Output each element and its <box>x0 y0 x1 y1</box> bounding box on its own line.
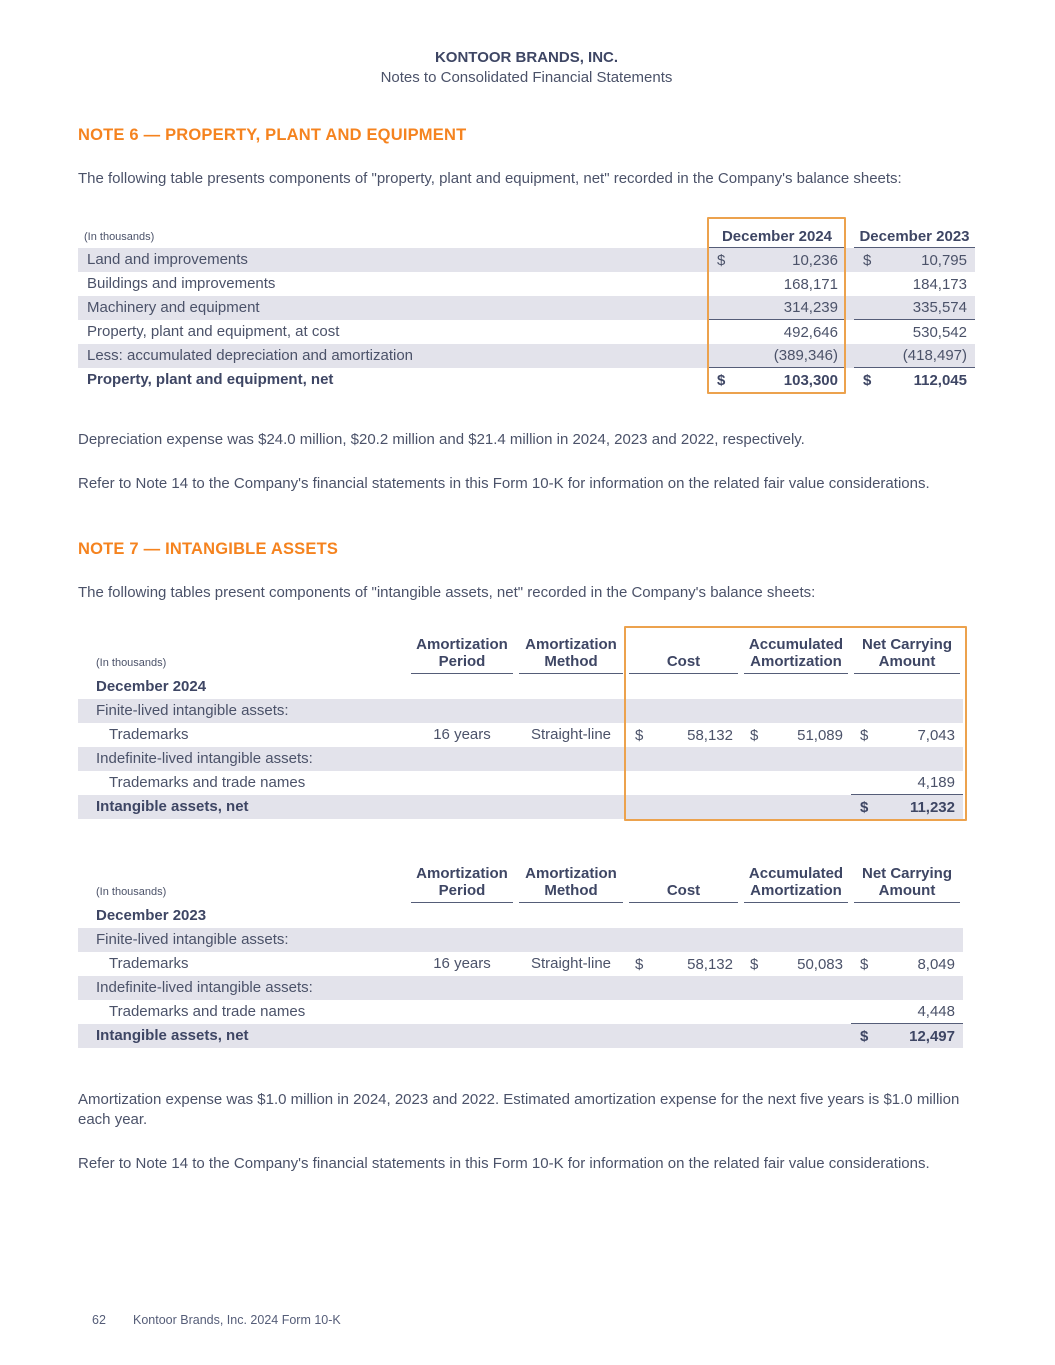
column-header <box>516 630 626 674</box>
column-header-label: Cost <box>629 882 738 903</box>
accumulated-amortization-value <box>741 747 851 771</box>
dollar-sign: $ <box>860 955 869 973</box>
amount: 50,083 <box>797 955 843 973</box>
row-label: Less: accumulated depreciation and amortization <box>87 347 414 364</box>
dollar-sign: $ <box>750 726 759 744</box>
amount: 10,795 <box>921 251 967 269</box>
amount: 58,132 <box>687 955 733 973</box>
amortization-period-value <box>408 747 516 771</box>
note6-paragraph-depreciation: Depreciation expense was $24.0 million, $20.2 million and $21.4 million in 2024, 2023 and 2022, respectively. <box>78 431 805 448</box>
table-row <box>78 296 975 320</box>
net-carrying-amount-value <box>851 747 963 771</box>
dollar-sign: $ <box>717 371 726 389</box>
ppe-table-header <box>78 220 975 248</box>
column-header-label: Amortization Method <box>519 865 623 903</box>
column-header <box>408 859 516 903</box>
intangibles-table-dec2024 <box>78 630 963 819</box>
cost-value <box>626 1024 741 1048</box>
value-dec2023 <box>854 272 975 296</box>
ppe-table <box>78 220 975 392</box>
amortization-method-value <box>516 976 626 1000</box>
dollar-sign: $ <box>860 1027 869 1045</box>
column-header-dec2024 <box>708 228 846 248</box>
accumulated-amortization-value <box>741 1024 851 1048</box>
table-row <box>78 368 975 392</box>
net-carrying-amount-value <box>851 1000 963 1024</box>
column-header <box>851 630 963 674</box>
column-header-dec2023 <box>854 228 975 248</box>
column-header-label: Amortization Period <box>411 636 513 674</box>
amount: 335,574 <box>912 299 967 316</box>
amortization-period-value <box>408 976 516 1000</box>
amount: 184,173 <box>912 275 967 293</box>
cost-value <box>626 723 741 747</box>
document-header <box>78 0 975 87</box>
value-dec2024 <box>708 320 846 344</box>
table-row <box>78 1024 963 1048</box>
dollar-sign: $ <box>863 251 872 269</box>
period-label: December 2024 <box>96 678 207 695</box>
page-number: 62 <box>92 1313 106 1327</box>
amortization-method-value: Straight-line <box>530 726 612 743</box>
amount: 492,646 <box>783 323 838 341</box>
net-carrying-amount-value <box>851 976 963 1000</box>
accumulated-amortization-value <box>741 1000 851 1024</box>
note6-intro: The following table presents components of "property, plant and equipment, net" recorded in the Company's balance sheets: <box>78 170 902 187</box>
dollar-sign: $ <box>635 955 644 973</box>
row-label: Trademarks and trade names <box>109 774 306 791</box>
column-header <box>516 859 626 903</box>
ppe-table-rows <box>78 248 975 392</box>
accumulated-amortization-value <box>741 952 851 976</box>
amount: 168,171 <box>783 275 838 293</box>
column-header <box>626 859 741 903</box>
column-header-label: Accumulated Amortization <box>744 865 848 903</box>
amortization-method-value <box>516 928 626 952</box>
column-header <box>741 630 851 674</box>
dollar-sign: $ <box>635 726 644 744</box>
note7-intro: The following tables present components of "intangible assets, net" recorded in the Company's balance sheets: <box>78 584 816 601</box>
amortization-method-value <box>516 771 626 795</box>
amount: 4,448 <box>917 1003 955 1020</box>
column-gap <box>846 344 854 368</box>
company-title: KONTOOR BRANDS, INC. <box>434 49 619 66</box>
column-header <box>626 630 741 674</box>
amortization-period-value <box>408 795 516 819</box>
dollar-sign: $ <box>860 726 869 744</box>
row-label: Trademarks and trade names <box>109 1003 306 1020</box>
row-label: Trademarks <box>109 726 189 743</box>
column-header <box>851 859 963 903</box>
accumulated-amortization-value <box>741 795 851 819</box>
row-label: Property, plant and equipment, net <box>87 371 334 388</box>
intangibles-table-dec2023 <box>78 859 963 1048</box>
amortization-method-value <box>516 1000 626 1024</box>
column-header-label: Amortization Method <box>519 636 623 674</box>
units-label: (In thousands) <box>96 657 167 669</box>
net-carrying-amount-value <box>851 771 963 795</box>
value-dec2023 <box>854 344 975 368</box>
net-carrying-amount-value <box>851 795 963 819</box>
cost-value <box>626 928 741 952</box>
amount: 51,089 <box>797 726 843 744</box>
row-label: Indefinite-lived intangible assets: <box>96 750 313 767</box>
row-label: Machinery and equipment <box>87 299 260 316</box>
column-header-label: December 2023 <box>854 228 975 248</box>
note7-heading: NOTE 7 — INTANGIBLE ASSETS <box>78 540 339 558</box>
value-dec2023 <box>854 320 975 344</box>
amount: 11,232 <box>909 798 955 816</box>
document-subtitle: Notes to Consolidated Financial Statements <box>380 69 673 86</box>
table-row <box>78 344 975 368</box>
amount: 8,049 <box>917 955 955 973</box>
value-dec2024 <box>708 344 846 368</box>
note6-paragraph-refer: Refer to Note 14 to the Company's financial statements in this Form 10-K for information on the related fair value considerations. <box>78 475 930 492</box>
table-row <box>78 699 963 723</box>
row-label: Buildings and improvements <box>87 275 276 292</box>
column-gap <box>846 248 854 272</box>
dollar-sign: $ <box>860 798 869 816</box>
table-header <box>78 630 963 674</box>
amount: 4,189 <box>917 774 955 791</box>
units-label: (In thousands) <box>84 231 155 243</box>
amortization-period-value: 16 years <box>433 726 491 743</box>
column-header-label: Amortization Period <box>411 865 513 903</box>
page-footer <box>92 1313 341 1327</box>
cost-value <box>626 952 741 976</box>
amount: 58,132 <box>687 726 733 744</box>
amortization-period-value <box>408 928 516 952</box>
accumulated-amortization-value <box>741 771 851 795</box>
amortization-method-value: Straight-line <box>530 955 612 972</box>
amount: 530,542 <box>912 323 967 341</box>
footer-text: Kontoor Brands, Inc. 2024 Form 10-K <box>133 1313 341 1327</box>
amount: 314,239 <box>783 299 838 316</box>
amount: (389,346) <box>773 347 838 364</box>
value-dec2024 <box>708 368 846 392</box>
table-header <box>78 859 963 903</box>
net-carrying-amount-value <box>851 928 963 952</box>
row-label: Land and improvements <box>87 251 248 268</box>
column-header <box>408 630 516 674</box>
net-carrying-amount-value <box>851 1024 963 1048</box>
accumulated-amortization-value <box>741 723 851 747</box>
table-row <box>78 1000 963 1024</box>
cost-value <box>626 747 741 771</box>
column-header <box>741 859 851 903</box>
column-gap <box>846 296 854 320</box>
row-label: Trademarks <box>109 955 189 972</box>
note6-heading: NOTE 6 — PROPERTY, PLANT AND EQUIPMENT <box>78 126 467 144</box>
value-dec2024 <box>708 248 846 272</box>
dollar-sign: $ <box>750 955 759 973</box>
amortization-method-value <box>516 699 626 723</box>
accumulated-amortization-value <box>741 928 851 952</box>
row-label: Intangible assets, net <box>96 1027 249 1044</box>
cost-value <box>626 699 741 723</box>
period-label: December 2023 <box>96 907 207 924</box>
amortization-period-value <box>408 771 516 795</box>
value-dec2024 <box>708 296 846 320</box>
row-label: Indefinite-lived intangible assets: <box>96 979 313 996</box>
value-dec2023 <box>854 248 975 272</box>
amortization-method-value <box>516 1024 626 1048</box>
cost-value <box>626 976 741 1000</box>
amortization-period-value: 16 years <box>433 955 491 972</box>
amount: 103,300 <box>783 371 838 389</box>
amount: 12,497 <box>909 1027 955 1045</box>
column-header-label: Net Carrying Amount <box>854 865 960 903</box>
value-dec2023 <box>854 368 975 392</box>
amortization-method-value <box>516 795 626 819</box>
table-row <box>78 320 975 344</box>
amortization-method-value <box>516 747 626 771</box>
column-header-label: Cost <box>629 653 738 674</box>
table-row <box>78 771 963 795</box>
cost-value <box>626 771 741 795</box>
amount: 7,043 <box>917 726 955 744</box>
net-carrying-amount-value <box>851 699 963 723</box>
row-label: Intangible assets, net <box>96 798 249 815</box>
column-gap <box>846 320 854 344</box>
row-label: Property, plant and equipment, at cost <box>87 323 340 340</box>
column-gap <box>846 368 854 392</box>
table-row <box>78 795 963 819</box>
table-row <box>78 952 963 976</box>
amortization-period-value <box>408 699 516 723</box>
amount: 10,236 <box>792 251 838 269</box>
table-row <box>78 747 963 771</box>
row-label: Finite-lived intangible assets: <box>96 702 289 719</box>
net-carrying-amount-value <box>851 723 963 747</box>
amount: (418,497) <box>902 347 967 364</box>
table-row <box>78 248 975 272</box>
column-header-label: Accumulated Amortization <box>744 636 848 674</box>
amount: 112,045 <box>913 371 967 389</box>
units-label: (In thousands) <box>96 886 167 898</box>
dollar-sign: $ <box>863 371 872 389</box>
column-header-label: Net Carrying Amount <box>854 636 960 674</box>
row-label: Finite-lived intangible assets: <box>96 931 289 948</box>
value-dec2023 <box>854 296 975 320</box>
amortization-period-value <box>408 1024 516 1048</box>
accumulated-amortization-value <box>741 699 851 723</box>
table-row <box>78 928 963 952</box>
amortization-period-value <box>408 1000 516 1024</box>
dollar-sign: $ <box>717 251 726 269</box>
column-gap <box>846 272 854 296</box>
cost-value <box>626 1000 741 1024</box>
column-header-label: December 2024 <box>708 228 846 248</box>
note7-paragraph-amortization: Amortization expense was $1.0 million in 2024, 2023 and 2022. Estimated amortization expense for the next five years is $1.0 million each year. <box>78 1091 960 1128</box>
table-row <box>78 723 963 747</box>
table-row <box>78 976 963 1000</box>
net-carrying-amount-value <box>851 952 963 976</box>
value-dec2024 <box>708 272 846 296</box>
note7-paragraph-refer: Refer to Note 14 to the Company's financial statements in this Form 10-K for information on the related fair value considerations. <box>78 1155 930 1172</box>
accumulated-amortization-value <box>741 976 851 1000</box>
table-row <box>78 272 975 296</box>
cost-value <box>626 795 741 819</box>
